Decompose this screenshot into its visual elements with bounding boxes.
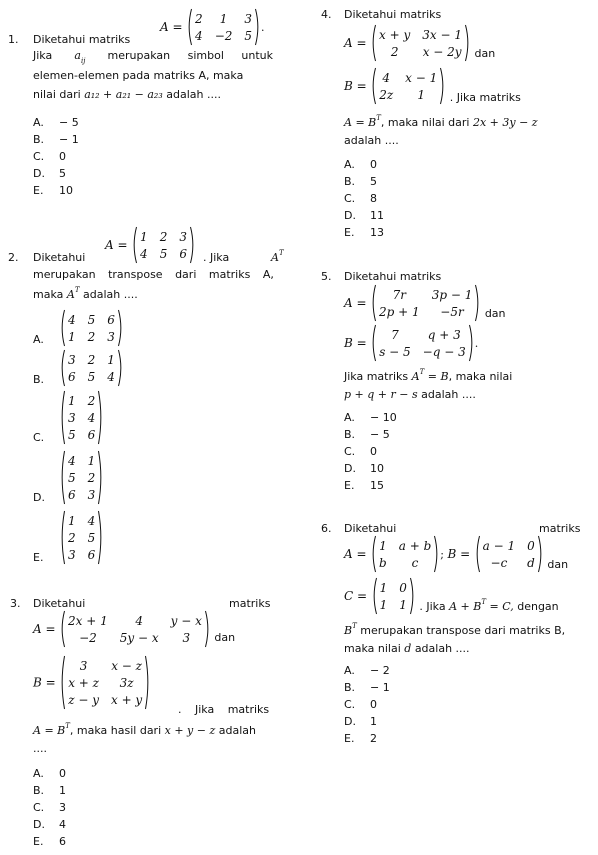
option-key: A. — [344, 158, 355, 171]
q2-matrix: A = 1 2 3 4 5 6 — [105, 226, 196, 266]
answer-option[interactable] — [33, 150, 66, 164]
q6-matrix-c-wrap: C = 1 0 1 1 . Jika $A + B^T = C$, dengan — [344, 577, 559, 617]
option-key: D. — [33, 167, 45, 180]
matrix-cell: x − 2y — [422, 45, 462, 59]
matrix-cell: y − x — [170, 614, 202, 628]
answer-option[interactable] — [344, 462, 384, 476]
q2-number: 2. — [8, 251, 19, 264]
matrix-cell: 3 — [68, 353, 76, 367]
matrix-cell: x + y — [110, 693, 143, 707]
option-key: A. — [33, 767, 44, 780]
matrix-cell: 1 — [68, 394, 76, 408]
q5-matrix-a-wrap: A = 7r 3p − 1 2p + 1 −5r dan — [344, 284, 506, 324]
q3-matrix-a-wrap: A = 2x + 1 4 y − x −2 5y − x 3 dan — [33, 610, 235, 650]
matrix-cell: 2 — [390, 45, 399, 59]
q6-number: 6. — [321, 522, 332, 535]
option-matrix — [59, 450, 104, 507]
q4-number: 4. — [321, 8, 332, 21]
option-key: B. — [33, 784, 45, 797]
q6-intro-right: matriks — [539, 522, 581, 535]
option-key: A. — [344, 411, 355, 424]
q4-intro: Diketahui matriks — [344, 8, 442, 21]
matrix-cell: 1 — [379, 598, 388, 612]
q5-number: 5. — [321, 270, 332, 283]
matrix-cell: 3 — [68, 411, 76, 425]
option-value: 0 — [370, 158, 377, 171]
matrix-cell: 4 — [68, 454, 76, 468]
answer-option[interactable] — [344, 209, 384, 223]
matrix-cell: x + z — [68, 676, 99, 690]
option-value: − 1 — [370, 681, 390, 694]
q3-matrix-a — [59, 610, 211, 650]
option-value: 10 — [370, 462, 384, 475]
q6-line2: maka nilai d adalah .... — [344, 642, 470, 655]
matrix-cell: −q − 3 — [422, 345, 466, 359]
matrix-cell: 2 — [68, 531, 76, 545]
q3-expression: x + y − z — [164, 724, 216, 737]
matrix-cell: b — [379, 556, 387, 570]
option-key: D. — [344, 715, 356, 728]
matrix-cell: c — [411, 556, 419, 570]
option-value: 13 — [370, 226, 384, 239]
answer-option[interactable] — [344, 664, 390, 678]
matrix-cell: 5y − x — [119, 631, 159, 645]
q5-matrix-b-wrap: B = 7 q + 3 s − 5 −q − 3 . — [344, 324, 478, 364]
matrix-cell: q + 3 — [427, 328, 461, 342]
q1-matrix-a — [186, 8, 261, 48]
matrix-cell: a + b — [398, 539, 432, 553]
option-key: A. — [344, 664, 355, 677]
q1-line1: Jika $a_{ij}$ merupakan simbol untuk — [33, 49, 273, 65]
matrix-cell: 1 — [219, 12, 228, 26]
q6-intro: Diketahui — [344, 522, 397, 535]
matrix-cell: 3z — [119, 676, 134, 690]
matrix-cell: 2 — [159, 230, 168, 244]
option-value: 11 — [370, 209, 384, 222]
option-key: C. — [33, 801, 45, 814]
matrix-cell: −5r — [440, 305, 464, 319]
matrix-cell: x − 1 — [405, 71, 438, 85]
answer-option[interactable] — [33, 801, 66, 815]
option-value: 0 — [59, 767, 66, 780]
matrix-cell: 4 — [382, 71, 390, 85]
answer-option[interactable] — [344, 698, 377, 712]
option-value: 10 — [59, 184, 73, 197]
q2-line1: merupakan transpose dari matriks A, — [33, 268, 274, 281]
answer-option[interactable] — [33, 390, 104, 447]
matrix-cell: 7 — [391, 328, 399, 342]
matrix-cell: −2 — [79, 631, 97, 645]
q2-intro: Diketahui — [33, 251, 86, 264]
q2-at: $A^T$ — [271, 249, 284, 264]
matrix-cell: 5 — [68, 471, 76, 485]
option-matrix — [59, 510, 104, 567]
option-matrix — [59, 390, 104, 447]
matrix-cell: s − 5 — [379, 345, 411, 359]
matrix-cell: 5 — [68, 428, 76, 442]
answer-option[interactable] — [33, 309, 124, 349]
q5-expression: p + q + r − s — [344, 388, 418, 401]
q4-matrix-b-wrap: B = 4 x − 1 2z 1 . Jika matriks — [344, 67, 521, 107]
option-value: 0 — [370, 698, 377, 711]
option-key: B. — [33, 133, 45, 146]
matrix-cell: 2 — [87, 353, 96, 367]
matrix-cell: 4 — [140, 247, 148, 261]
q4-matrix-b — [370, 67, 446, 107]
matrix-cell: 6 — [107, 313, 115, 327]
q3-matrix-b — [59, 655, 151, 712]
matrix-cell: 2x + 1 — [68, 614, 108, 628]
option-key: B. — [344, 175, 356, 188]
option-value: 0 — [59, 150, 66, 163]
answer-option[interactable] — [33, 835, 66, 849]
matrix-cell: 4 — [87, 411, 96, 425]
q1-line2: elemen-elemen pada matriks A, maka — [33, 69, 244, 82]
q1-expression: a₁₂ + a₂₁ − a₂₃ — [84, 88, 163, 101]
answer-option[interactable] — [344, 428, 390, 442]
option-key: B. — [33, 373, 45, 386]
option-key: A. — [33, 116, 44, 129]
matrix-cell: 5 — [87, 370, 96, 384]
answer-option[interactable] — [33, 818, 66, 832]
matrix-cell: 3 — [244, 12, 253, 26]
matrix-cell: 1 — [379, 539, 387, 553]
q6-line1: $B^T$ merupakan transpose dari matriks B, — [344, 622, 566, 637]
q3-intro: Diketahui — [33, 597, 86, 610]
option-key: E. — [344, 226, 355, 239]
option-key: A. — [33, 333, 44, 346]
option-value: 8 — [370, 192, 377, 205]
answer-option[interactable] — [344, 175, 377, 189]
answer-option[interactable] — [344, 479, 384, 493]
option-key: C. — [33, 150, 45, 163]
option-key: C. — [344, 445, 356, 458]
q3-number: 3. — [10, 597, 21, 610]
matrix-cell: 5 — [87, 313, 96, 327]
answer-option[interactable] — [344, 732, 377, 746]
matrix-cell: 0 — [527, 539, 535, 553]
matrix-cell: 6 — [87, 428, 96, 442]
option-matrix — [59, 309, 124, 349]
matrix-cell: 4 — [195, 29, 203, 43]
option-value: 5 — [59, 167, 66, 180]
matrix-cell: −2 — [214, 29, 233, 43]
matrix-cell: 2 — [87, 330, 96, 344]
matrix-cell: 2z — [379, 88, 394, 102]
q6-matrix-c — [371, 577, 416, 617]
option-value: − 5 — [370, 428, 390, 441]
option-value: 15 — [370, 479, 384, 492]
q5-matrix-b — [370, 324, 475, 364]
matrix-cell: 6 — [68, 488, 76, 502]
matrix-cell: 3 — [79, 659, 88, 673]
option-value: 5 — [370, 175, 377, 188]
option-key: B. — [344, 681, 356, 694]
answer-option[interactable] — [33, 184, 73, 198]
answer-option[interactable] — [33, 510, 104, 567]
answer-option[interactable] — [33, 767, 66, 781]
matrix-cell: 2p + 1 — [379, 305, 420, 319]
q3-dots: .... — [33, 742, 47, 755]
matrix-cell: 1 — [140, 230, 148, 244]
q6-matrices-ab: A = 1 a + b b c ; B = a − 1 0 −c d dan — [344, 535, 568, 575]
answer-option[interactable] — [33, 116, 79, 130]
answer-option[interactable] — [344, 411, 397, 425]
q3-line1: $A = B^T$, maka hasil dari x + y − z adalah — [33, 722, 257, 737]
answer-option[interactable] — [344, 226, 384, 240]
q4-line2: adalah .... — [344, 134, 399, 147]
q3-matrix-b-wrap: B = 3 x − z x + z 3z z − y x + y — [33, 655, 151, 712]
matrix-cell: d — [527, 556, 535, 570]
q3-intro-right: matriks — [229, 597, 271, 610]
answer-option[interactable] — [344, 681, 390, 695]
option-value: − 1 — [59, 133, 79, 146]
q1-number: 1. — [8, 33, 19, 46]
option-value: 1 — [59, 784, 66, 797]
matrix-cell: 2 — [195, 12, 203, 26]
answer-option[interactable] — [344, 715, 377, 729]
option-value: 2 — [370, 732, 377, 745]
matrix-cell: 3 — [182, 631, 191, 645]
option-key: E. — [344, 479, 355, 492]
q4-matrix-a — [370, 24, 471, 64]
q4-matrix-a-wrap: A = x + y 3x − 1 2 x − 2y dan — [344, 24, 495, 64]
option-key: E. — [344, 732, 355, 745]
matrix-cell: 1 — [87, 454, 96, 468]
option-key: D. — [344, 209, 356, 222]
option-value: 4 — [59, 818, 66, 831]
answer-option[interactable] — [33, 784, 66, 798]
matrix-cell: 6 — [179, 247, 187, 261]
matrix-cell: a − 1 — [482, 539, 516, 553]
q4-line1: $A = B^T$, maka nilai dari 2x + 3y − z — [344, 114, 538, 129]
matrix-cell: 3 — [107, 330, 115, 344]
matrix-cell: 1 — [379, 581, 388, 595]
matrix-cell: 2 — [87, 471, 96, 485]
option-key: E. — [33, 184, 44, 197]
q3-jika: . Jika matriks — [178, 703, 270, 716]
q5-matrix-a — [370, 284, 481, 324]
matrix-cell: 1 — [107, 353, 115, 367]
matrix-cell: z − y — [68, 693, 99, 707]
matrix-cell: x + y — [379, 28, 411, 42]
answer-option[interactable] — [33, 133, 79, 147]
option-key: E. — [33, 835, 44, 848]
option-value: 6 — [59, 835, 66, 848]
matrix-cell: 1 — [68, 330, 76, 344]
q5-line2: p + q + r − s adalah .... — [344, 388, 476, 401]
matrix-cell: 4 — [68, 313, 76, 327]
q1-intro: Diketahui matriks — [33, 33, 131, 46]
option-key: B. — [344, 428, 356, 441]
option-value: − 2 — [370, 664, 390, 677]
matrix-cell: 1 — [399, 598, 407, 612]
option-key: C. — [344, 192, 356, 205]
option-value: − 5 — [59, 116, 79, 129]
q6-matrix-a — [370, 535, 440, 575]
q6-matrix-b — [474, 535, 544, 575]
q2-line2: maka $A^T$ adalah .... — [33, 286, 138, 301]
matrix-cell: 6 — [68, 370, 76, 384]
matrix-cell: 4 — [135, 614, 144, 628]
matrix-cell: 3 — [179, 230, 187, 244]
matrix-cell: x − z — [111, 659, 142, 673]
q4-expression: 2x + 3y − z — [472, 116, 538, 129]
option-value: 1 — [370, 715, 377, 728]
matrix-cell: 2 — [87, 394, 96, 408]
matrix-cell: 3p − 1 — [431, 288, 473, 302]
matrix-cell: 3x − 1 — [422, 28, 463, 42]
option-key: D. — [33, 491, 45, 504]
matrix-cell: 7r — [392, 288, 407, 302]
matrix-cell: 5 — [159, 247, 168, 261]
matrix-cell: 4 — [107, 370, 115, 384]
option-key: D. — [344, 462, 356, 475]
matrix-cell: −c — [490, 556, 508, 570]
answer-option[interactable] — [344, 445, 377, 459]
matrix-cell: 1 — [68, 514, 76, 528]
option-key: C. — [33, 431, 45, 444]
option-value: − 10 — [370, 411, 397, 424]
answer-option[interactable] — [33, 167, 66, 181]
answer-option[interactable] — [33, 450, 104, 507]
option-matrix — [59, 349, 124, 389]
option-key: C. — [344, 698, 356, 711]
matrix-cell: 5 — [87, 531, 96, 545]
matrix-cell: 3 — [68, 548, 76, 562]
answer-option[interactable] — [344, 158, 377, 172]
option-value: 0 — [370, 445, 377, 458]
option-key: E. — [33, 551, 44, 564]
answer-option[interactable] — [33, 349, 124, 389]
matrix-cell: 6 — [87, 548, 96, 562]
q5-line1: Jika matriks $A^T = B$, maka nilai — [344, 368, 513, 383]
q1-line3: nilai dari a₁₂ + a₂₁ − a₂₃ adalah .... — [33, 88, 221, 101]
matrix-cell: 1 — [417, 88, 426, 102]
q2-matrix-a — [131, 226, 196, 266]
matrix-cell: 5 — [244, 29, 253, 43]
answer-option[interactable] — [344, 192, 377, 206]
matrix-cell: 0 — [399, 581, 407, 595]
matrix-cell: 3 — [87, 488, 96, 502]
option-key: D. — [33, 818, 45, 831]
q2-jika: . Jika — [203, 251, 230, 264]
option-value: 3 — [59, 801, 66, 814]
matrix-cell: 4 — [87, 514, 96, 528]
q1-matrix: A = 2 1 3 4 −2 5 . — [160, 8, 265, 48]
q5-intro: Diketahui matriks — [344, 270, 442, 283]
